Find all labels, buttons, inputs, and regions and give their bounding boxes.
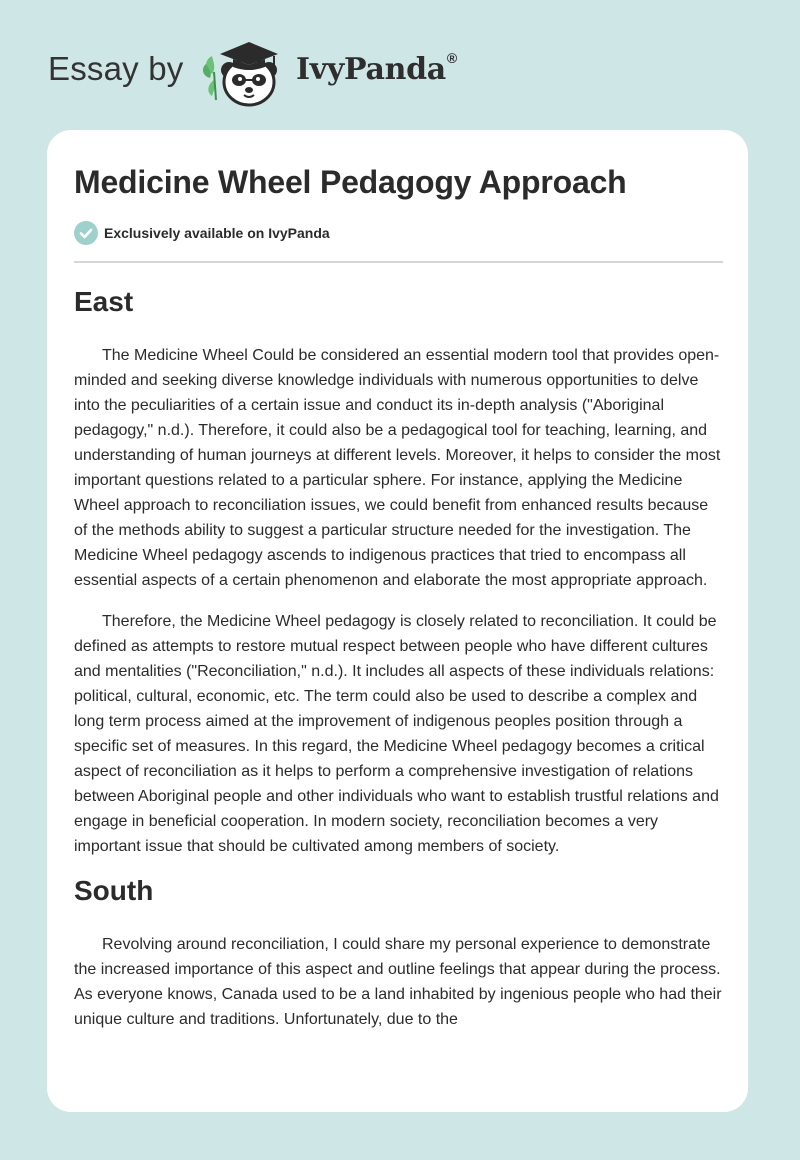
brand-name[interactable] [296, 52, 457, 87]
essay-by-label: Essay by [48, 50, 184, 87]
paragraph: Revolving around reconciliation, I could share my personal experience to demonstrate the increased importance of this aspect and outline feelings that appear during the process. As everyone knows, Canada used to be a land inhabited by ingenious people who had their unique culture and traditions. Unfortunately, due to the [74, 936, 722, 1028]
check-circle-icon [74, 221, 98, 245]
page-title: Medicine Wheel Pedagogy Approach [74, 164, 627, 200]
brand-name-text: IvyPanda [296, 52, 446, 87]
exclusive-label: Exclusively available on IvyPanda [104, 225, 330, 241]
section-heading-east: East [74, 286, 134, 317]
section-heading-south: South [74, 875, 154, 906]
article-card [47, 130, 748, 1112]
title-divider [74, 261, 723, 263]
exclusive-badge [74, 221, 330, 245]
paragraph: Therefore, the Medicine Wheel pedagogy is closely related to reconciliation. It could be defined as attempts to restore mutual respect between people who have different cultures and mentalities ("Reconciliation," n.d.). It includes all aspects of these individuals relations: political, cultural, economic, etc. The term could also be used to describe a complex and long term process aimed at the improvement of indigenous peoples position through a specific set of measures. In this regard, the Medicine Wheel pedagogy becomes a critical aspect of reconciliation as it helps to perform a comprehensive investigation of relations between Aboriginal people and other individuals who want to establish trustful relations and engage in beneficial cooperation. In modern society, reconciliation becomes a very important issue that should be cultivated among members of society. [74, 613, 719, 855]
registered-mark: ® [446, 50, 457, 66]
site-header [0, 0, 800, 120]
paragraph: The Medicine Wheel Could be considered an essential modern tool that provides open-minded and seeking diverse knowledge individuals with numerous opportunities to delve into the peculiarities of a certain issue and conduct its in-depth analysis ("Aboriginal pedagogy," n.d.). Therefore, it could also be a pedagogical tool for teaching, learning, and understanding of human journeys at different levels. Moreover, it helps to consider the most important questions related to a particular sphere. For instance, applying the Medicine Wheel approach to reconciliation issues, we could benefit from enhanced results because of the methods ability to suggest a particular structure needed for the investigation. The Medicine Wheel pedagogy ascends to indigenous practices that tried to encompass all essential aspects of a certain phenomenon and elaborate the most appropriate approach. [74, 347, 721, 589]
article-body [74, 278, 724, 1032]
panda-graduate-logo-icon[interactable] [200, 34, 295, 108]
